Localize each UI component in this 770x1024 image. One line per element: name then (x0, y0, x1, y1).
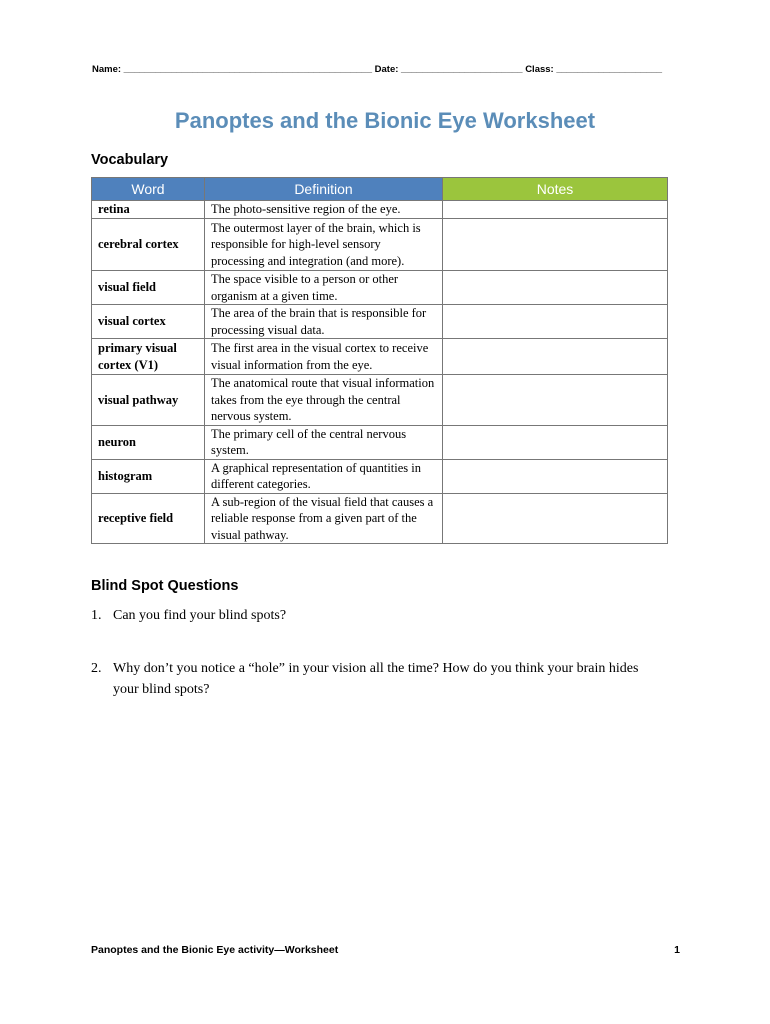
definition-cell: The primary cell of the central nervous system. (205, 425, 443, 459)
vocabulary-heading: Vocabulary (91, 152, 169, 168)
vocabulary-header-row (92, 178, 668, 201)
name-date-class-line: Name: _______________________________________________ Date: _______________________ Class: ____________________ (92, 64, 663, 75)
question-text: Why don’t you notice a “hole” in your vision all the time? How do you think your brain hides your blind spots? (113, 661, 639, 697)
vocabulary-table (91, 177, 668, 544)
notes-cell[interactable] (443, 425, 668, 459)
word-cell: visual pathway (92, 375, 205, 426)
definition-cell: The space visible to a person or other organism at a given time. (205, 271, 443, 305)
definition-cell: The area of the brain that is responsible for processing visual data. (205, 305, 443, 339)
word-cell: cerebral cortex (92, 219, 205, 271)
column-header-word: Word (92, 178, 205, 201)
word-cell: histogram (92, 459, 205, 493)
table-row (92, 425, 668, 459)
question-2 (91, 658, 671, 700)
definition-cell: The photo-sensitive region of the eye. (205, 201, 443, 219)
notes-cell[interactable] (443, 459, 668, 493)
notes-cell[interactable] (443, 305, 668, 339)
question-text: Can you find your blind spots? (113, 608, 287, 623)
question-number: 1. (91, 608, 102, 623)
notes-cell[interactable] (443, 271, 668, 305)
definition-cell: A sub-region of the visual field that causes a reliable response from a given part of the visual pathway. (205, 493, 443, 544)
question-number: 2. (91, 661, 102, 676)
table-row (92, 375, 668, 426)
page-title: Panoptes and the Bionic Eye Worksheet (174, 108, 596, 133)
definition-cell: The outermost layer of the brain, which is responsible for high-level sensory processing and integration (and more). (205, 219, 443, 271)
notes-cell[interactable] (443, 493, 668, 544)
definition-cell: The anatomical route that visual information takes from the eye through the central nervous system. (205, 375, 443, 426)
word-cell: primary visual cortex (V1) (92, 339, 205, 375)
table-row (92, 493, 668, 544)
word-cell: retina (92, 201, 205, 219)
blind-spot-heading: Blind Spot Questions (91, 578, 239, 594)
table-row (92, 339, 668, 375)
definition-cell: The first area in the visual cortex to receive visual information from the eye. (205, 339, 443, 375)
notes-cell[interactable] (443, 219, 668, 271)
notes-cell[interactable] (443, 339, 668, 375)
word-cell: neuron (92, 425, 205, 459)
table-row (92, 271, 668, 305)
table-row (92, 305, 668, 339)
table-row (92, 459, 668, 493)
table-row (92, 219, 668, 271)
word-cell: receptive field (92, 493, 205, 544)
word-cell: visual cortex (92, 305, 205, 339)
page-number: 1 (674, 944, 680, 956)
notes-cell[interactable] (443, 201, 668, 219)
column-header-definition: Definition (205, 178, 443, 201)
notes-cell[interactable] (443, 375, 668, 426)
definition-cell: A graphical representation of quantities in different categories. (205, 459, 443, 493)
table-row (92, 201, 668, 219)
column-header-notes: Notes (443, 178, 668, 201)
footer-title: Panoptes and the Bionic Eye activity—Worksheet (91, 944, 339, 956)
question-1 (91, 605, 671, 626)
word-cell: visual field (92, 271, 205, 305)
